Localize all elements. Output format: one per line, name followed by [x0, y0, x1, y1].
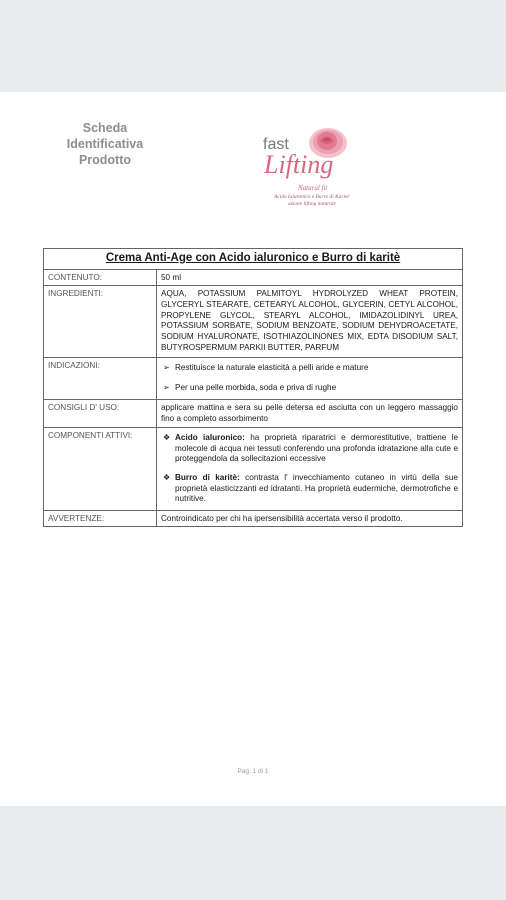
table-row	[44, 286, 463, 358]
arrow-bullet-icon: ➢	[163, 362, 170, 372]
row-value-consigli: applicare mattina e sera su pelle detersa ed asciutta con un leggero massaggio fino a completo assorbimento	[157, 399, 463, 427]
table-row	[44, 357, 463, 399]
heading-line: Identificativa	[66, 137, 144, 151]
heading-line: Scheda	[82, 121, 128, 135]
logo-subtitle: Acido Ialuronico e Burro di Karite'	[273, 194, 351, 200]
row-label-avvertenze: AVVERTENZE:	[44, 510, 157, 526]
list-item	[161, 363, 458, 374]
table-row	[44, 510, 463, 526]
row-value-avvertenze: Controindicato per chi ha ipersensibilità accertata verso il prodotto.	[157, 510, 463, 526]
logo-word-lifting: Lifting	[264, 150, 334, 179]
logo-word-fast: fast	[263, 136, 289, 153]
diamond-bullet-icon: ❖	[163, 472, 171, 482]
table-row	[44, 428, 463, 511]
component-name: Acido ialuronico:	[175, 433, 245, 443]
brand-logo	[256, 124, 376, 214]
indication-text: Per una pelle morbida, soda e priva di rughe	[175, 383, 337, 393]
indication-text: Restituisce la naturale elasticità a pelli aride e mature	[175, 362, 369, 372]
row-value-ingredienti: AQUA, POTASSIUM PALMITOYL HYDROLYZED WHEAT PROTEIN, GLYCERYL STEARATE, CETEARYL ALCOHOL, GLYCERIN, CETYL ALCOHOL, PROPYLENE GLYCOL, STEARYL ALCOHOL, IMIDAZOLIDINYL UREA, POTASSIUM SORBATE, SODIUM BENZOATE, SODIUM DEHYDROACETATE, SODIUM HYALURONATE, ISOTHIAZOLINONES MIX, EDTA DISODIUM SALT, BUTYROSPERMUM PARKII BUTTER, PARFUM	[157, 286, 463, 358]
list-item	[161, 473, 458, 505]
row-label-ingredienti: INGREDIENTI:	[44, 286, 157, 358]
logo-natural-fit: Natural fit	[298, 184, 328, 192]
component-name: Burro di karitè:	[175, 472, 240, 482]
component-text: contrasta l' invecchiamento cutaneo in virtù della sue proprietà elasticizzanti ed idratanti. Ha proprietà eudermiche, dermotrofiche e nutritive.	[175, 472, 458, 504]
diamond-bullet-icon: ❖	[163, 433, 171, 443]
row-label-contenuto: CONTENUTO:	[44, 270, 157, 286]
document-type-heading	[50, 120, 160, 168]
row-label-consigli: CONSIGLI D' USO:	[44, 399, 157, 427]
page-number: Pag. 1 di 1	[237, 768, 269, 775]
table-row	[44, 399, 463, 427]
arrow-bullet-icon: ➢	[163, 383, 170, 393]
row-label-indicazioni: INDICAZIONI:	[44, 357, 157, 399]
list-item	[161, 433, 458, 465]
component-text: ha proprietà riparatrici e dermorestitutive, trattiene le molecole di acqua nei tessuti conferendo una profonda idratazione alla cute e proteggendola da sollecitazioni eccessive	[175, 433, 459, 464]
row-value-contenuto: 50 ml	[157, 270, 463, 286]
heading-line: Prodotto	[78, 153, 132, 167]
row-value-componenti	[157, 428, 463, 511]
logo-subtitle: azione lifting naturale	[288, 201, 336, 207]
product-sheet-table	[43, 248, 463, 527]
document-page	[0, 92, 506, 806]
product-title: Crema Anti-Age con Acido ialuronico e Burro di karitè	[44, 249, 463, 270]
table-row	[44, 270, 463, 286]
row-value-indicazioni	[157, 357, 463, 399]
row-label-componenti: COMPONENTI ATTIVI:	[44, 428, 157, 511]
list-item	[161, 383, 458, 394]
